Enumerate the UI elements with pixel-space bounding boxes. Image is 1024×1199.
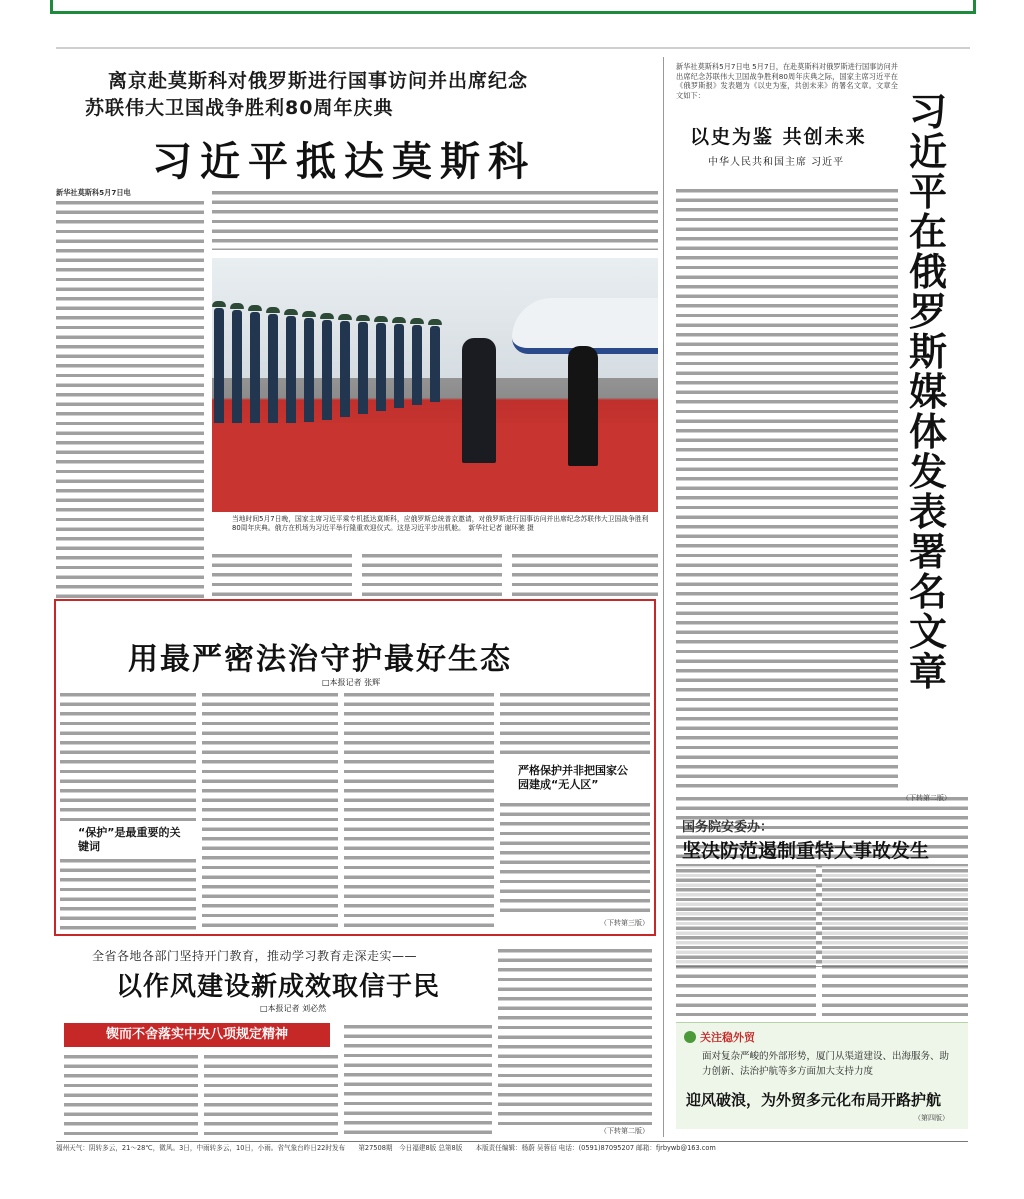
body-text-block	[512, 551, 658, 599]
ecology-column-1	[60, 690, 196, 822]
safety-column-1	[676, 866, 816, 1016]
feature-title: 以史为鉴 共创未来	[690, 126, 867, 148]
ecology-byline: □本报记者 张辉	[322, 678, 381, 687]
body-text-block	[676, 186, 898, 790]
body-text-block	[500, 800, 650, 918]
lead-column-3	[362, 551, 502, 599]
study-column-2	[204, 1052, 338, 1136]
body-text-block	[344, 1022, 492, 1136]
photo-honor-guard	[412, 325, 422, 405]
photo-honor-guard	[286, 316, 296, 424]
photo-honor-guard	[322, 320, 332, 420]
body-text-block	[56, 198, 204, 602]
trade-headline: 迎风破浪，为外贸多元化布局开路护航	[686, 1091, 942, 1109]
trade-kicker: 面对复杂严峻的外部形势，厦门从渠道建设、出海服务、助力创新、法治护航等多方面加大支持力度	[702, 1051, 950, 1077]
lead-photo-caption: 当地时间5月7日晚，国家主席习近平乘专机抵达莫斯科，应俄罗斯总统普京邀请，对俄罗斯进行国事访问并出席纪念苏联伟大卫国战争胜利80周年庆典。俄方在机场为习近平举行隆重欢迎仪式。这是习近平步出机舱。 新华社记者 谢环驰 摄	[232, 515, 649, 532]
lead-column-1	[56, 188, 204, 602]
trade-continued: （第四版）	[914, 1114, 949, 1122]
top-rule	[56, 47, 970, 49]
lead-kicker-line1: 离京赴莫斯科对俄罗斯进行国事访问并出席纪念	[108, 70, 529, 92]
body-text-block	[212, 188, 658, 250]
trade-box	[676, 1022, 968, 1129]
top-frame	[50, 0, 976, 14]
lead-column-4	[512, 551, 658, 599]
photo-person-walking	[568, 346, 598, 466]
lead-dateline: 新华社莫斯科5月7日电	[56, 188, 131, 197]
leaf-icon	[684, 1031, 696, 1043]
ecology-column-2	[202, 690, 338, 930]
body-text-block	[676, 866, 816, 1016]
page-footer: 福州天气：阴转多云，21～28℃，微风。3日，中雨转多云，10日，小雨。省气象台昨日22时发布 第27508期 今日福建8版 总第8版 本版责任编辑：杨蔚 吴蓉佰 电话：(0591)87095207 邮箱：fjrbywb@163.com	[56, 1141, 968, 1154]
column-divider	[663, 57, 664, 1137]
feature-continued: （下转第二版）	[902, 794, 951, 802]
trade-tag: 关注稳外贸	[700, 1031, 755, 1044]
study-column-3	[344, 1022, 492, 1136]
ecology-column-3	[344, 690, 494, 930]
feature-byline: 中华人民共和国主席 习近平	[708, 157, 845, 168]
body-text-block	[204, 1052, 338, 1136]
body-text-block	[64, 1052, 198, 1136]
ecology-subhead-1: “保护”是最重要的关键词	[78, 826, 181, 853]
lead-photo	[212, 258, 658, 512]
safety-column-2	[822, 866, 968, 1016]
body-text-block	[362, 551, 502, 599]
body-text-block	[60, 690, 196, 822]
photo-honor-guard	[376, 323, 386, 411]
feature-body-1	[676, 186, 898, 790]
body-text-block	[202, 690, 338, 930]
photo-honor-guard	[430, 326, 440, 402]
safety-kicker: 国务院安委办：	[682, 820, 774, 835]
lead-kicker-line2: 苏联伟大卫国战争胜利80周年庆典	[85, 97, 394, 119]
body-text-block	[344, 690, 494, 930]
photo-person-walking	[462, 338, 496, 463]
body-text-block	[498, 946, 652, 1126]
feature-vertical-title: 习近平在俄罗斯媒体发表署名文章	[908, 90, 947, 694]
ecology-continued: （下转第三版）	[600, 919, 649, 927]
body-text-block	[212, 551, 352, 599]
photo-honor-guard	[394, 324, 404, 408]
ecology-headline: 用最严密法治守护最好生态	[128, 642, 512, 677]
body-text-block	[500, 690, 650, 756]
study-headline: 以作风建设新成效取信于民	[116, 972, 441, 1002]
study-kicker: 全省各地各部门坚持开门教育，推动学习教育走深走实——	[92, 949, 418, 963]
safety-headline: 坚决防范遏制重特大事故发生	[682, 840, 930, 862]
photo-honor-guard	[358, 322, 368, 414]
feature-intro: 新华社莫斯科5月7日电 5月7日，在赴莫斯科对俄罗斯进行国事访问并出席纪念苏联伟大卫国战争胜利80周年庆典之际，国家主席习近平在《俄罗斯报》发表题为《以史为鉴，共创未来》的署名文章。文章全文如下：	[676, 62, 898, 100]
study-banner: 锲而不舍落实中央八项规定精神	[64, 1023, 330, 1047]
lead-column-top	[212, 188, 658, 250]
lead-headline: 习近平抵达莫斯科	[152, 139, 536, 185]
photo-honor-guard	[214, 308, 224, 428]
ecology-column-4b	[500, 800, 650, 918]
photo-honor-guard	[340, 321, 350, 417]
study-column-4	[498, 946, 652, 1126]
study-continued: （下转第二版）	[600, 1127, 649, 1135]
body-text-block	[822, 866, 968, 1016]
photo-honor-guard	[232, 310, 242, 428]
study-column-1	[64, 1052, 198, 1136]
photo-honor-guard	[250, 312, 260, 428]
body-text-block	[60, 856, 196, 930]
photo-honor-guard	[268, 314, 278, 426]
lead-column-2	[212, 551, 352, 599]
study-byline: □本报记者 刘必然	[260, 1004, 327, 1013]
ecology-column-1b	[60, 856, 196, 930]
ecology-column-4	[500, 690, 650, 756]
photo-honor-guard	[304, 318, 314, 422]
ecology-subhead-2: 严格保护并非把国家公园建成“无人区”	[518, 764, 628, 791]
